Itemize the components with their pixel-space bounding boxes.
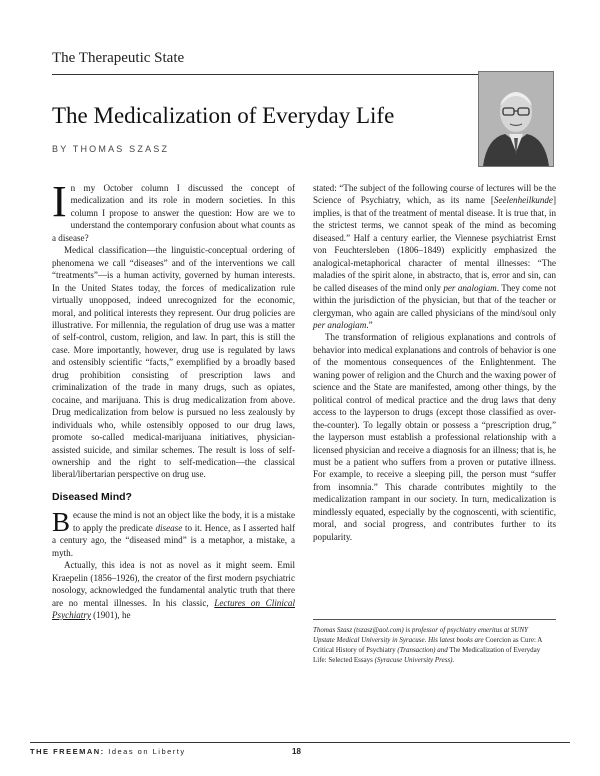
book-title: The Medicalization of Everyday Life: Selected Essays xyxy=(313,646,541,664)
section-subhead: Diseased Mind? xyxy=(52,490,132,503)
header-rule xyxy=(52,74,552,75)
byline: BY THOMAS SZASZ xyxy=(52,144,170,154)
author-bio: Thomas Szasz (tszasz@aol.com) is professor of psychiatry emeritus at SUNY Upstate Medical University in Syracuse. His latest books are Coercion as Cure: A Critical History of Psychiatry (Transaction) and The Medicalization of Everyday Life: Selected Essays (Syracuse University Press). xyxy=(313,626,542,664)
paragraph xyxy=(52,177,295,244)
paragraph: Medical classification—the linguistic-conceptual ordering of phenomena we call “diseases” and of the interventions we call “treatments”—is a human activity, governed by human interests. In the United States today, the forces of medicalization rule virtually unopposed, indeed unrecognized for the economic, moral, and political interests they represent. Our drug policies are illustrative. For millennia, the regulation of drug use was a matter of self-control, custom, religion, and law. In part, this is still the case. More importantly, however, drug use is regulated by laws and ostensibly scientific “facts,” exemplified by a broadly based drug prohibition consisting of prescription laws and criminalization of the trade in many drugs, such as opiates, cocaine, and marijuana. This is drug medicalization from above. Drug medicalization from below is pursued no less zealously by individuals who, while ostensibly opposed to our drug laws, promote so-called medical-marijuana initiatives, physician-assisted suicide, and similar schemes. The result is loss of self-ownership and the right to self-medication—the classical liberal/libertarian perspective on drug use. xyxy=(52,245,295,480)
paragraph: Because the mind is not an object like the body, it is a mistake to apply the predicate disease to it. Hence, as I asserted half a century ago, the “diseased mind” is a metaphor, a mistake, a myth. xyxy=(52,507,295,558)
paragraph: Actually, this idea is not as novel as it might seem. Emil Kraepelin (1856–1926), the creator of the first modern psychiatric nosology, acknowledged the fundamental analytic truth that there are no mental illnesses. In his classic, Lectures on Clinical Psychiatry (1901), he xyxy=(52,560,295,620)
author-photo xyxy=(478,71,554,167)
page-number: 18 xyxy=(292,747,301,756)
footer-journal: THE FREEMAN: Ideas on Liberty xyxy=(30,747,186,756)
bio-rule xyxy=(313,619,556,620)
article-title: The Medicalization of Everyday Life xyxy=(52,103,395,128)
column-header: The Therapeutic State xyxy=(52,50,185,66)
paragraph-text: n my October column I discussed the concept of medicalization and its role in modern societies. In this column I propose to answer the question: How are we to understand the contemporary confusion about what counts as a disease? xyxy=(52,183,295,243)
footer-rule xyxy=(30,742,570,743)
book-title: Coercion as Cure: A Critical History of Psychiatry xyxy=(313,636,542,654)
author-portrait-icon xyxy=(479,72,553,166)
book-title: Lectures on Clinical Psychiatry xyxy=(52,597,295,620)
left-column xyxy=(52,177,295,621)
right-column xyxy=(313,182,556,543)
paragraph: stated: “The subject of the following course of lectures will be the Science of Psychiatry, which, as its name [Seelenheilkunde] implies, is that of the treatment of mental disease. It is true that, in the strictest terms, we cannot speak of the mind as becoming diseased.” Half a century earlier, the Viennese psychiatrist Ernst von Feuchtersleben (1806–1849) explicitly emphasized the analogical-metaphorical character of mental illnesses: “The maladies of the spirit alone, in abstracto, that is, error and sin, can be called diseases of the mind only per analogiam. They come not within the jurisdiction of the physician, but that of the teacher or clergyman, who again are called physicians of the mind/soul only per analogiam.” xyxy=(313,183,556,330)
drop-cap: B xyxy=(52,507,71,538)
paragraph: The transformation of religious explanations and controls of behavior into medical explanations and controls of behavior is one of the momentous consequences of the Enlightenment. The waning power of religion and the Church and the waxing power of science and the State are manifested, among other things, by the political control of medical practice and the drug laws that deny access to the layperson to drugs (except those classified as over-the-counter). To legally obtain or possess a “prescription drug,” the layperson must establish a professional relationship with a licensed physician and receive a diagnosis for an illness; that is, he must be a patient who suffers from a proven or putative illness. For example, to receive a sleeping pill, the person must “suffer from insomnia.” This charade contributes mightily to the medicalization rampant in our society. In turn, medicalization is mindlessly equated, especially by the cognoscenti, with scientific, moral, and social progress, and contributes further to its popularity. xyxy=(313,332,556,542)
drop-cap: I xyxy=(52,177,67,226)
